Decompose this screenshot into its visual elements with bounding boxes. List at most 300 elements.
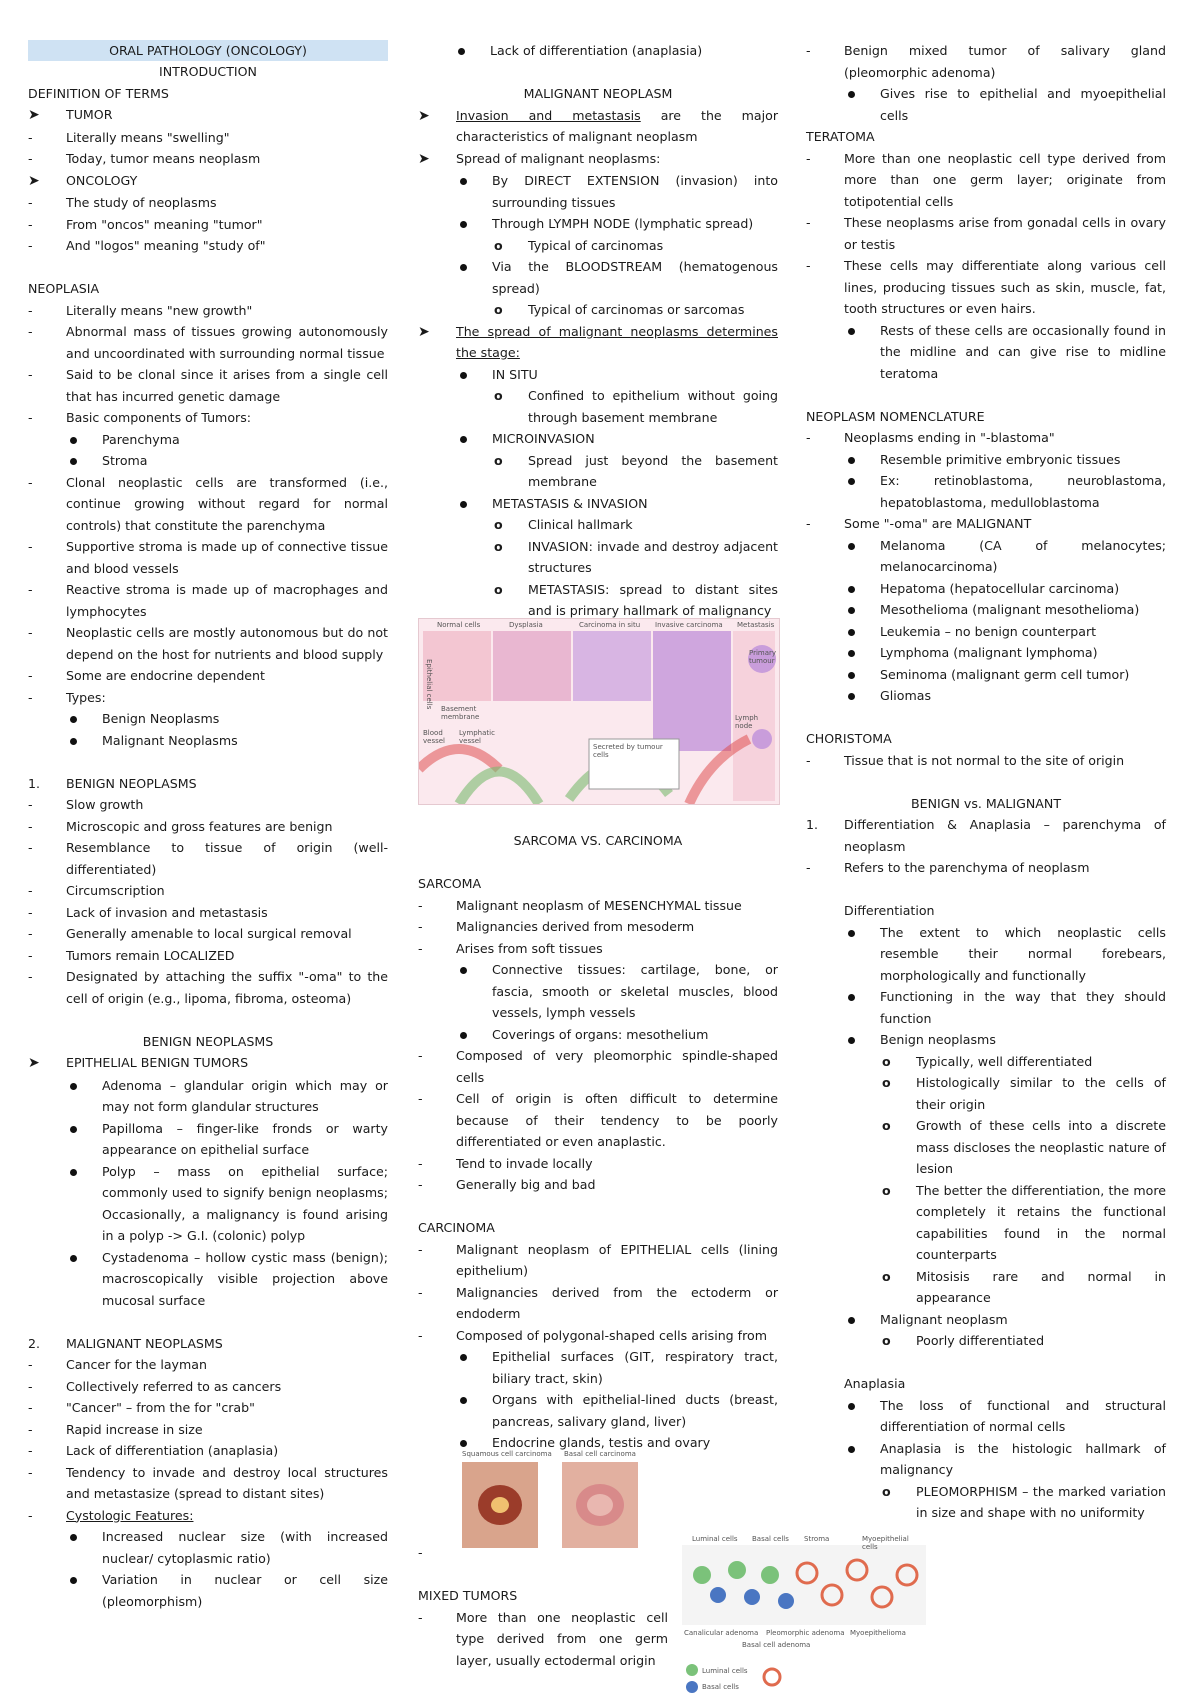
- list-item: [418, 1607, 668, 1672]
- list-marker: -: [28, 926, 33, 941]
- list-item-text: Melanoma (CA of melanocytes; melanocarcinoma): [880, 537, 1166, 574]
- dot-bullet-icon: [66, 1118, 102, 1140]
- sub-list-item: [806, 1438, 1166, 1481]
- label-primary-tumour: Primary tumour: [749, 649, 777, 665]
- arrow-bullet-icon: ➤: [418, 107, 430, 124]
- list-item: [28, 127, 388, 149]
- circle-bullet-icon: o: [882, 1333, 891, 1348]
- list-item-text: Cancer for the layman: [66, 1357, 207, 1372]
- column-3: [806, 40, 1166, 1524]
- circle-bullet-icon: o: [494, 302, 503, 317]
- list-item-text: Variation in nuclear or cell size (pleomorphism): [102, 1572, 388, 1609]
- list-item-text: Polyp – mass on epithelial surface; commonly used to signify benign neoplasms; Occasionally, a malignancy is found arising in a polyp -> G.I. (colonic) polyp: [102, 1163, 388, 1243]
- sub-list-item: [418, 428, 778, 450]
- list-marker: -: [806, 516, 811, 531]
- arrow-bullet-icon: ➤: [418, 323, 430, 340]
- list-item: [806, 255, 1166, 320]
- list-item: [806, 212, 1166, 255]
- list-item: [806, 1373, 1166, 1395]
- label-basal-cells: Basal cells: [752, 1535, 789, 1543]
- list-marker: -: [28, 947, 33, 963]
- circle-bullet-icon: o: [494, 237, 503, 253]
- dot-bullet-icon: [66, 1569, 102, 1591]
- sub-list-item: [28, 450, 388, 472]
- spacer: [418, 1564, 668, 1586]
- dot-bullet-icon: [844, 1438, 880, 1460]
- dot-bullet-icon: [844, 320, 880, 342]
- list-item-text: Neoplasms ending in "-blastoma": [844, 430, 1055, 445]
- sub-list-item: [806, 599, 1166, 621]
- list-item-text: Mesothelioma (malignant mesothelioma): [880, 602, 1140, 617]
- list-item-text: BENIGN NEOPLASMS: [66, 775, 197, 791]
- list-item-text: Malignancies derived from mesoderm: [456, 919, 695, 934]
- label-myoepithelial-cells: Myoepithelial cells: [862, 1535, 909, 1551]
- list-item-text: By DIRECT EXTENSION (invasion) into surrounding tissues: [492, 173, 778, 210]
- list-item: [418, 1174, 778, 1196]
- list-marker: -: [418, 897, 423, 913]
- dot-bullet-icon: [844, 621, 880, 643]
- list-item: [28, 536, 388, 579]
- list-marker: -: [28, 1357, 33, 1372]
- list-item: [806, 857, 1166, 879]
- label-stroma: Stroma: [804, 1535, 830, 1543]
- spacer: [806, 707, 1166, 729]
- list-item-text: Gliomas: [880, 688, 932, 703]
- label-luminal-cells: Luminal cells: [692, 1535, 738, 1543]
- list-marker: -: [418, 919, 423, 934]
- list-marker: -: [28, 904, 33, 920]
- sub-list-item: [28, 708, 388, 730]
- dot-bullet-icon: [66, 708, 102, 730]
- list-item-text: Lack of invasion and metastasis: [66, 904, 268, 920]
- list-item-text: Literally means "new growth": [66, 302, 253, 318]
- list-item-text: Circumscription: [66, 883, 165, 898]
- list-item-text: Typical of carcinomas or sarcomas: [528, 302, 745, 317]
- list-item-text: Generally big and bad: [456, 1177, 596, 1192]
- list-item-text: Reactive stroma is made up of macrophages and lymphocytes: [66, 582, 388, 619]
- legend-basal-cells: Basal cells: [702, 1683, 739, 1691]
- spacer: [418, 1196, 778, 1218]
- skin-carcinoma-figure: [462, 1450, 640, 1550]
- list-item: [28, 364, 388, 407]
- list-item-text: Slow growth: [66, 797, 144, 812]
- list-marker: -: [28, 1443, 33, 1458]
- list-item-text: MALIGNANT NEOPLASMS: [66, 1335, 223, 1351]
- list-item-text: Confined to epithelium without going through basement membrane: [528, 388, 778, 425]
- dot-bullet-icon: [844, 685, 880, 707]
- sub-sub-list-item: [806, 1180, 1166, 1266]
- list-item: [28, 579, 388, 622]
- subsection-heading: DEFINITION OF TERMS: [28, 85, 169, 101]
- list-item: [806, 427, 1166, 449]
- sub-sub-list-item: [418, 579, 778, 622]
- arrow-bullet-icon: ➤: [28, 1055, 40, 1071]
- list-item: [418, 1282, 778, 1325]
- list-marker: -: [28, 367, 33, 382]
- sub-list-item: [418, 1024, 778, 1046]
- spacer: [806, 879, 1166, 901]
- list-item-text: Basic components of Tumors:: [66, 410, 252, 425]
- list-item: [28, 321, 388, 364]
- list-item-text: Some "-oma" are MALIGNANT: [844, 516, 1032, 531]
- sub-list-item: [806, 621, 1166, 643]
- list-item: [28, 472, 388, 537]
- sub-list-item: [806, 1309, 1166, 1331]
- list-item-text: Mitosisis rare and normal in appearance: [916, 1268, 1166, 1305]
- list-item-text: Neoplastic cells are mostly autonomous but do not depend on the host for nutrients and blood supply: [66, 625, 388, 662]
- list-marker: -: [418, 1609, 423, 1625]
- list-item-text: Differentiation & Anaplasia – parenchyma of neoplasm: [844, 817, 1166, 854]
- label-canalicular-adenoma: Canalicular adenoma: [684, 1629, 759, 1637]
- list-item-text: Some are endocrine dependent: [66, 668, 265, 683]
- list-item-text: EPITHELIAL BENIGN TUMORS: [66, 1055, 249, 1070]
- subsection-heading: CARCINOMA: [418, 1220, 495, 1235]
- sub-list-item: [28, 730, 388, 752]
- list-item-text: Clinical hallmark: [528, 517, 633, 532]
- list-item-text: Supportive stroma is made up of connective tissue and blood vessels: [66, 539, 388, 576]
- list-marker: -: [418, 1284, 423, 1300]
- list-item-text: Tumors remain LOCALIZED: [66, 947, 235, 963]
- list-item-text: Generally amenable to local surgical removal: [66, 926, 352, 941]
- list-item-text: Benign neoplasms: [880, 1032, 996, 1047]
- list-item-text: Anaplasia is the histologic hallmark of malignancy: [880, 1440, 1166, 1477]
- list-marker: -: [28, 195, 33, 210]
- list-item: [418, 1045, 778, 1088]
- dot-bullet-icon: [66, 1161, 102, 1183]
- dot-bullet-icon: [66, 1247, 102, 1269]
- list-item-text: And "logos" meaning "study of": [66, 238, 266, 253]
- tumor-stages-diagram: [418, 618, 780, 805]
- list-item: [28, 880, 388, 902]
- list-marker: -: [28, 1507, 33, 1523]
- list-item: [418, 1153, 778, 1175]
- list-item-text: Abnormal mass of tissues growing autonomously and uncoordinated with surrounding normal tissue: [66, 324, 388, 361]
- list-item-text: Tendency to invade and destroy local structures and metastasize (spread to distant sites): [66, 1464, 388, 1501]
- list-item: [418, 1239, 778, 1282]
- list-item-text: Resemblance to tissue of origin (well-differentiated): [66, 840, 388, 877]
- sub-sub-list-item: [806, 1072, 1166, 1115]
- list-item-text: Organs with epithelial-lined ducts (breast, pancreas, salivary gland, liver): [492, 1392, 778, 1429]
- list-item-text: Rests of these cells are occasionally found in the midline and can give rise to midline teratoma: [880, 322, 1166, 381]
- sub-sub-list-item: [418, 514, 778, 536]
- list-item-text: Lack of differentiation (anaplasia): [490, 43, 703, 58]
- dot-bullet-icon: [66, 450, 102, 472]
- label-lymph-node: Lymph node: [735, 714, 759, 730]
- spacer: [418, 62, 778, 84]
- column-2-mixed-tumors: [418, 1542, 668, 1671]
- circle-bullet-icon: o: [882, 1483, 891, 1499]
- list-item: [28, 902, 388, 924]
- circle-bullet-icon: o: [882, 1118, 891, 1133]
- list-item-text: Cell of origin is often difficult to determine because of their tendency to be poorly differentiated or even anaplastic.: [456, 1091, 778, 1149]
- list-marker: -: [418, 1048, 423, 1063]
- dot-bullet-icon: [456, 256, 492, 278]
- list-item-text: Benign Neoplasms: [102, 711, 220, 726]
- sub-list-item: [418, 493, 778, 515]
- list-marker: -: [28, 840, 33, 855]
- dot-bullet-icon: [844, 1309, 880, 1331]
- list-item-text: Resemble primitive embryonic tissues: [880, 451, 1121, 467]
- dot-bullet-icon: [844, 664, 880, 686]
- sub-list-item: [28, 1569, 388, 1612]
- list-item-text: Spread just beyond the basement membrane: [528, 452, 778, 489]
- list-item-text: Malignant neoplasm of EPITHELIAL cells (lining epithelium): [456, 1241, 778, 1278]
- list-item: [28, 170, 388, 193]
- circle-bullet-icon: o: [494, 517, 503, 532]
- sub-list-item: [806, 1395, 1166, 1438]
- list-item-text: More than one neoplastic cell type derived from one germ layer, usually ectodermal origin: [456, 1609, 668, 1668]
- section-heading: INTRODUCTION: [159, 64, 257, 79]
- dot-bullet-icon: [456, 170, 492, 192]
- dot-bullet-icon: [456, 1346, 492, 1368]
- list-item-text: METASTASIS: spread to distant sites and is primary hallmark of malignancy: [528, 581, 778, 618]
- list-item: [28, 773, 388, 795]
- list-item: [28, 1333, 388, 1355]
- sub-list-item: [806, 1029, 1166, 1051]
- sub-list-item: [806, 578, 1166, 600]
- sub-sub-list-item: [806, 1330, 1166, 1352]
- sub-list-item: [806, 83, 1166, 126]
- list-item: [28, 148, 388, 170]
- list-item: [418, 1325, 778, 1347]
- dot-bullet-icon: [66, 730, 102, 752]
- dot-bullet-icon: [844, 599, 880, 621]
- list-item-text: MICROINVASION: [492, 431, 595, 446]
- sub-list-item: [806, 664, 1166, 686]
- spacer: [418, 852, 778, 874]
- list-marker: -: [806, 150, 811, 166]
- list-item-text: These neoplasms arise from gonadal cells in ovary or testis: [844, 215, 1166, 252]
- sub-list-item: [28, 1075, 388, 1118]
- list-item: [806, 148, 1166, 213]
- list-item: [28, 1419, 388, 1441]
- list-item: [806, 513, 1166, 535]
- list-item-text: Via the BLOODSTREAM (hematogenous spread): [492, 259, 778, 296]
- list-item-text: Arises from soft tissues: [456, 940, 603, 956]
- list-item: [28, 192, 388, 214]
- list-marker: -: [28, 302, 33, 318]
- subsection-heading: NEOPLASM NOMENCLATURE: [806, 408, 985, 424]
- dot-bullet-icon: [844, 449, 880, 471]
- dot-bullet-icon: [456, 493, 492, 515]
- spacer: [806, 1352, 1166, 1374]
- list-item: [418, 895, 778, 917]
- list-item: [28, 923, 388, 945]
- list-item-text: More than one neoplastic cell type derived from more than one germ layer; originate from totipotential cells: [844, 150, 1166, 209]
- list-item-text: Lymphoma (malignant lymphoma): [880, 645, 1098, 660]
- list-item: [418, 916, 778, 938]
- list-item-text: Functioning in the way that they should function: [880, 989, 1166, 1026]
- list-item: [418, 105, 778, 148]
- list-marker: -: [28, 883, 33, 898]
- sub-list-item: [28, 1526, 388, 1569]
- list-item-text: Hepatoma (hepatocellular carcinoma): [880, 580, 1120, 596]
- label-pleomorphic-adenoma: Pleomorphic adenoma: [766, 1629, 845, 1637]
- dot-bullet-icon: [844, 83, 880, 105]
- sub-list-item: [806, 449, 1166, 471]
- list-marker: -: [28, 129, 33, 145]
- sub-list-item: [806, 535, 1166, 578]
- list-item-text: Leukemia – no benign counterpart: [880, 623, 1097, 639]
- dot-bullet-icon: [456, 1389, 492, 1411]
- list-item-text: Ex: retinoblastoma, neuroblastoma, hepatoblastoma, medulloblastoma: [880, 473, 1166, 510]
- dot-bullet-icon: [456, 959, 492, 981]
- list-item: [28, 1440, 388, 1462]
- sub-list-item: [28, 1161, 388, 1247]
- dot-bullet-icon: [844, 578, 880, 600]
- list-marker: -: [28, 797, 33, 812]
- list-item-text: Through LYMPH NODE (lymphatic spread): [492, 216, 754, 231]
- list-item: [28, 1354, 388, 1376]
- sub-list-item: [418, 364, 778, 386]
- list-item-text: Tend to invade locally: [456, 1155, 593, 1171]
- list-marker: -: [28, 625, 33, 640]
- list-item-text: ONCOLOGY: [66, 172, 138, 188]
- list-marker: -: [28, 1421, 33, 1437]
- subsection-heading: SARCOMA: [418, 876, 482, 891]
- list-marker: -: [28, 1378, 33, 1394]
- spacer: [806, 384, 1166, 406]
- label-normal-cells: Normal cells: [437, 621, 481, 629]
- circle-bullet-icon: o: [494, 452, 503, 468]
- list-item-text: PLEOMORPHISM – the marked variation in size and shape with no uniformity: [916, 1483, 1166, 1520]
- skin-carcinoma-photos: [462, 1450, 640, 1550]
- list-marker: -: [28, 689, 33, 705]
- sub-list-item: [806, 922, 1166, 987]
- list-item-text: Invasion and metastasis are the major characteristics of malignant neoplasm: [456, 107, 778, 144]
- list-marker: 2.: [28, 1335, 41, 1351]
- list-item-text: The extent to which neoplastic cells resemble their normal forebears, morphologically and functionally: [880, 924, 1166, 983]
- spacer: [28, 1311, 388, 1333]
- list-item-text: Lack of differentiation (anaplasia): [66, 1443, 279, 1458]
- document-title: ORAL PATHOLOGY (ONCOLOGY): [28, 40, 388, 61]
- list-item-text: Malignant Neoplasms: [102, 732, 238, 748]
- sub-sub-list-item: [418, 299, 778, 321]
- circle-bullet-icon: o: [882, 1075, 891, 1090]
- list-item-text: Parenchyma: [102, 431, 180, 447]
- section-heading: BENIGN vs. MALIGNANT: [910, 795, 1062, 811]
- list-item-text: These cells may differentiate along various cell lines, producing tissues such as skin, muscle, fat, tooth structures or even hairs.: [844, 258, 1166, 316]
- sub-list-item: [806, 320, 1166, 385]
- list-item: [28, 407, 388, 429]
- list-marker: -: [28, 539, 33, 554]
- list-item-text: The spread of malignant neoplasms determines the stage:: [456, 323, 778, 360]
- subsection-heading: TERATOMA: [806, 129, 875, 144]
- label-carcinoma-in-situ: Carcinoma in situ: [579, 621, 641, 629]
- list-item-text: Malignant neoplasm: [880, 1311, 1008, 1327]
- label-metastasis: Metastasis: [737, 621, 775, 629]
- list-item: [28, 687, 388, 709]
- list-marker: -: [28, 1400, 33, 1415]
- list-item: [418, 148, 778, 171]
- circle-bullet-icon: o: [882, 1053, 891, 1069]
- list-item-text: Composed of polygonal-shaped cells arising from: [456, 1327, 767, 1343]
- label-squamous-cell-carcinoma: Squamous cell carcinoma: [462, 1450, 552, 1458]
- section-heading: SARCOMA VS. CARCINOMA: [513, 833, 683, 848]
- sub-list-item: [806, 642, 1166, 664]
- subsection-heading: CHORISTOMA: [806, 731, 892, 746]
- circle-bullet-icon: o: [882, 1268, 891, 1284]
- list-item: [806, 40, 1166, 83]
- section-heading: BENIGN NEOPLASMS: [142, 1033, 274, 1049]
- list-item-text: The study of neoplasms: [66, 195, 217, 210]
- list-item: [806, 750, 1166, 772]
- list-marker: -: [28, 1464, 33, 1480]
- label-basal-cell-carcinoma: Basal cell carcinoma: [564, 1450, 636, 1458]
- dot-bullet-icon: [844, 1395, 880, 1417]
- list-marker: -: [806, 430, 811, 445]
- sub-sub-list-item: [806, 1051, 1166, 1073]
- label-secreted-by-tumour-cells: Secreted by tumour cells: [593, 743, 663, 759]
- sub-sub-list-item: [418, 235, 778, 257]
- list-item-text: Differentiation: [844, 903, 935, 918]
- dot-bullet-icon: [66, 429, 102, 451]
- list-item-text: Types:: [66, 689, 106, 705]
- list-marker: -: [418, 940, 423, 956]
- list-item: [28, 300, 388, 322]
- dot-bullet-icon: [844, 535, 880, 557]
- label-lymphatic-vessel: Lymphatic vessel: [459, 729, 495, 745]
- sub-list-item: [418, 256, 778, 299]
- list-marker: -: [28, 582, 33, 597]
- list-item-text: Malignant neoplasm of MESENCHYMAL tissue: [456, 897, 742, 913]
- list-item-text: The loss of functional and structural differentiation of normal cells: [880, 1397, 1166, 1434]
- list-marker: 1.: [806, 817, 819, 832]
- list-item-text: Designated by attaching the suffix "-oma" to the cell of origin (e.g., lipoma, fibroma, osteoma): [66, 969, 388, 1006]
- arrow-bullet-icon: ➤: [28, 172, 40, 189]
- subsection-heading: MIXED TUMORS: [418, 1588, 518, 1603]
- dot-bullet-icon: [456, 1024, 492, 1046]
- dot-bullet-icon: [456, 213, 492, 235]
- list-marker: -: [418, 1241, 423, 1257]
- list-item: [28, 816, 388, 838]
- list-item-text: Refers to the parenchyma of neoplasm: [844, 860, 1090, 875]
- sub-sub-list-item: [418, 450, 778, 493]
- sub-sub-list-item: [418, 536, 778, 579]
- list-item: [418, 1088, 778, 1153]
- list-item: [28, 1376, 388, 1398]
- dot-bullet-icon: [844, 1029, 880, 1051]
- list-marker: -: [806, 752, 811, 768]
- list-marker: -: [806, 43, 811, 58]
- bullet-icon: [454, 40, 490, 62]
- sub-list-item: [28, 429, 388, 451]
- list-item-text: Composed of very pleomorphic spindle-shaped cells: [456, 1048, 778, 1085]
- column-2-sarcoma-carcinoma: [418, 830, 778, 1454]
- sub-sub-list-item: [806, 1266, 1166, 1309]
- list-item-text: Growth of these cells into a discrete mass discloses the neoplastic nature of lesion: [916, 1118, 1166, 1176]
- list-item-text: Tissue that is not normal to the site of origin: [844, 752, 1125, 768]
- list-marker: -: [418, 1545, 423, 1560]
- list-item-text: Collectively referred to as cancers: [66, 1378, 282, 1394]
- label-invasive-carcinoma: Invasive carcinoma: [655, 621, 723, 629]
- dot-bullet-icon: [66, 1075, 102, 1097]
- sub-list-item: [418, 959, 778, 1024]
- sub-sub-list-item: [806, 1481, 1166, 1524]
- list-item-text: Seminoma (malignant germ cell tumor): [880, 666, 1130, 682]
- arrow-bullet-icon: ➤: [418, 150, 430, 167]
- list-item: [28, 1397, 388, 1419]
- list-marker: -: [28, 969, 33, 984]
- sub-sub-list-item: [806, 1115, 1166, 1180]
- list-item: [28, 1462, 388, 1505]
- spacer: [28, 257, 388, 279]
- list-item-text: Benign mixed tumor of salivary gland (pleomorphic adenoma): [844, 43, 1166, 80]
- list-item-text: Rapid increase in size: [66, 1421, 203, 1437]
- list-item-text: Clonal neoplastic cells are transformed (i.e., continue growing without regard for normal controls) that constitute the parenchyma: [66, 474, 388, 533]
- sub-sub-list-item: [418, 385, 778, 428]
- list-item-text: Histologically similar to the cells of their origin: [916, 1075, 1166, 1112]
